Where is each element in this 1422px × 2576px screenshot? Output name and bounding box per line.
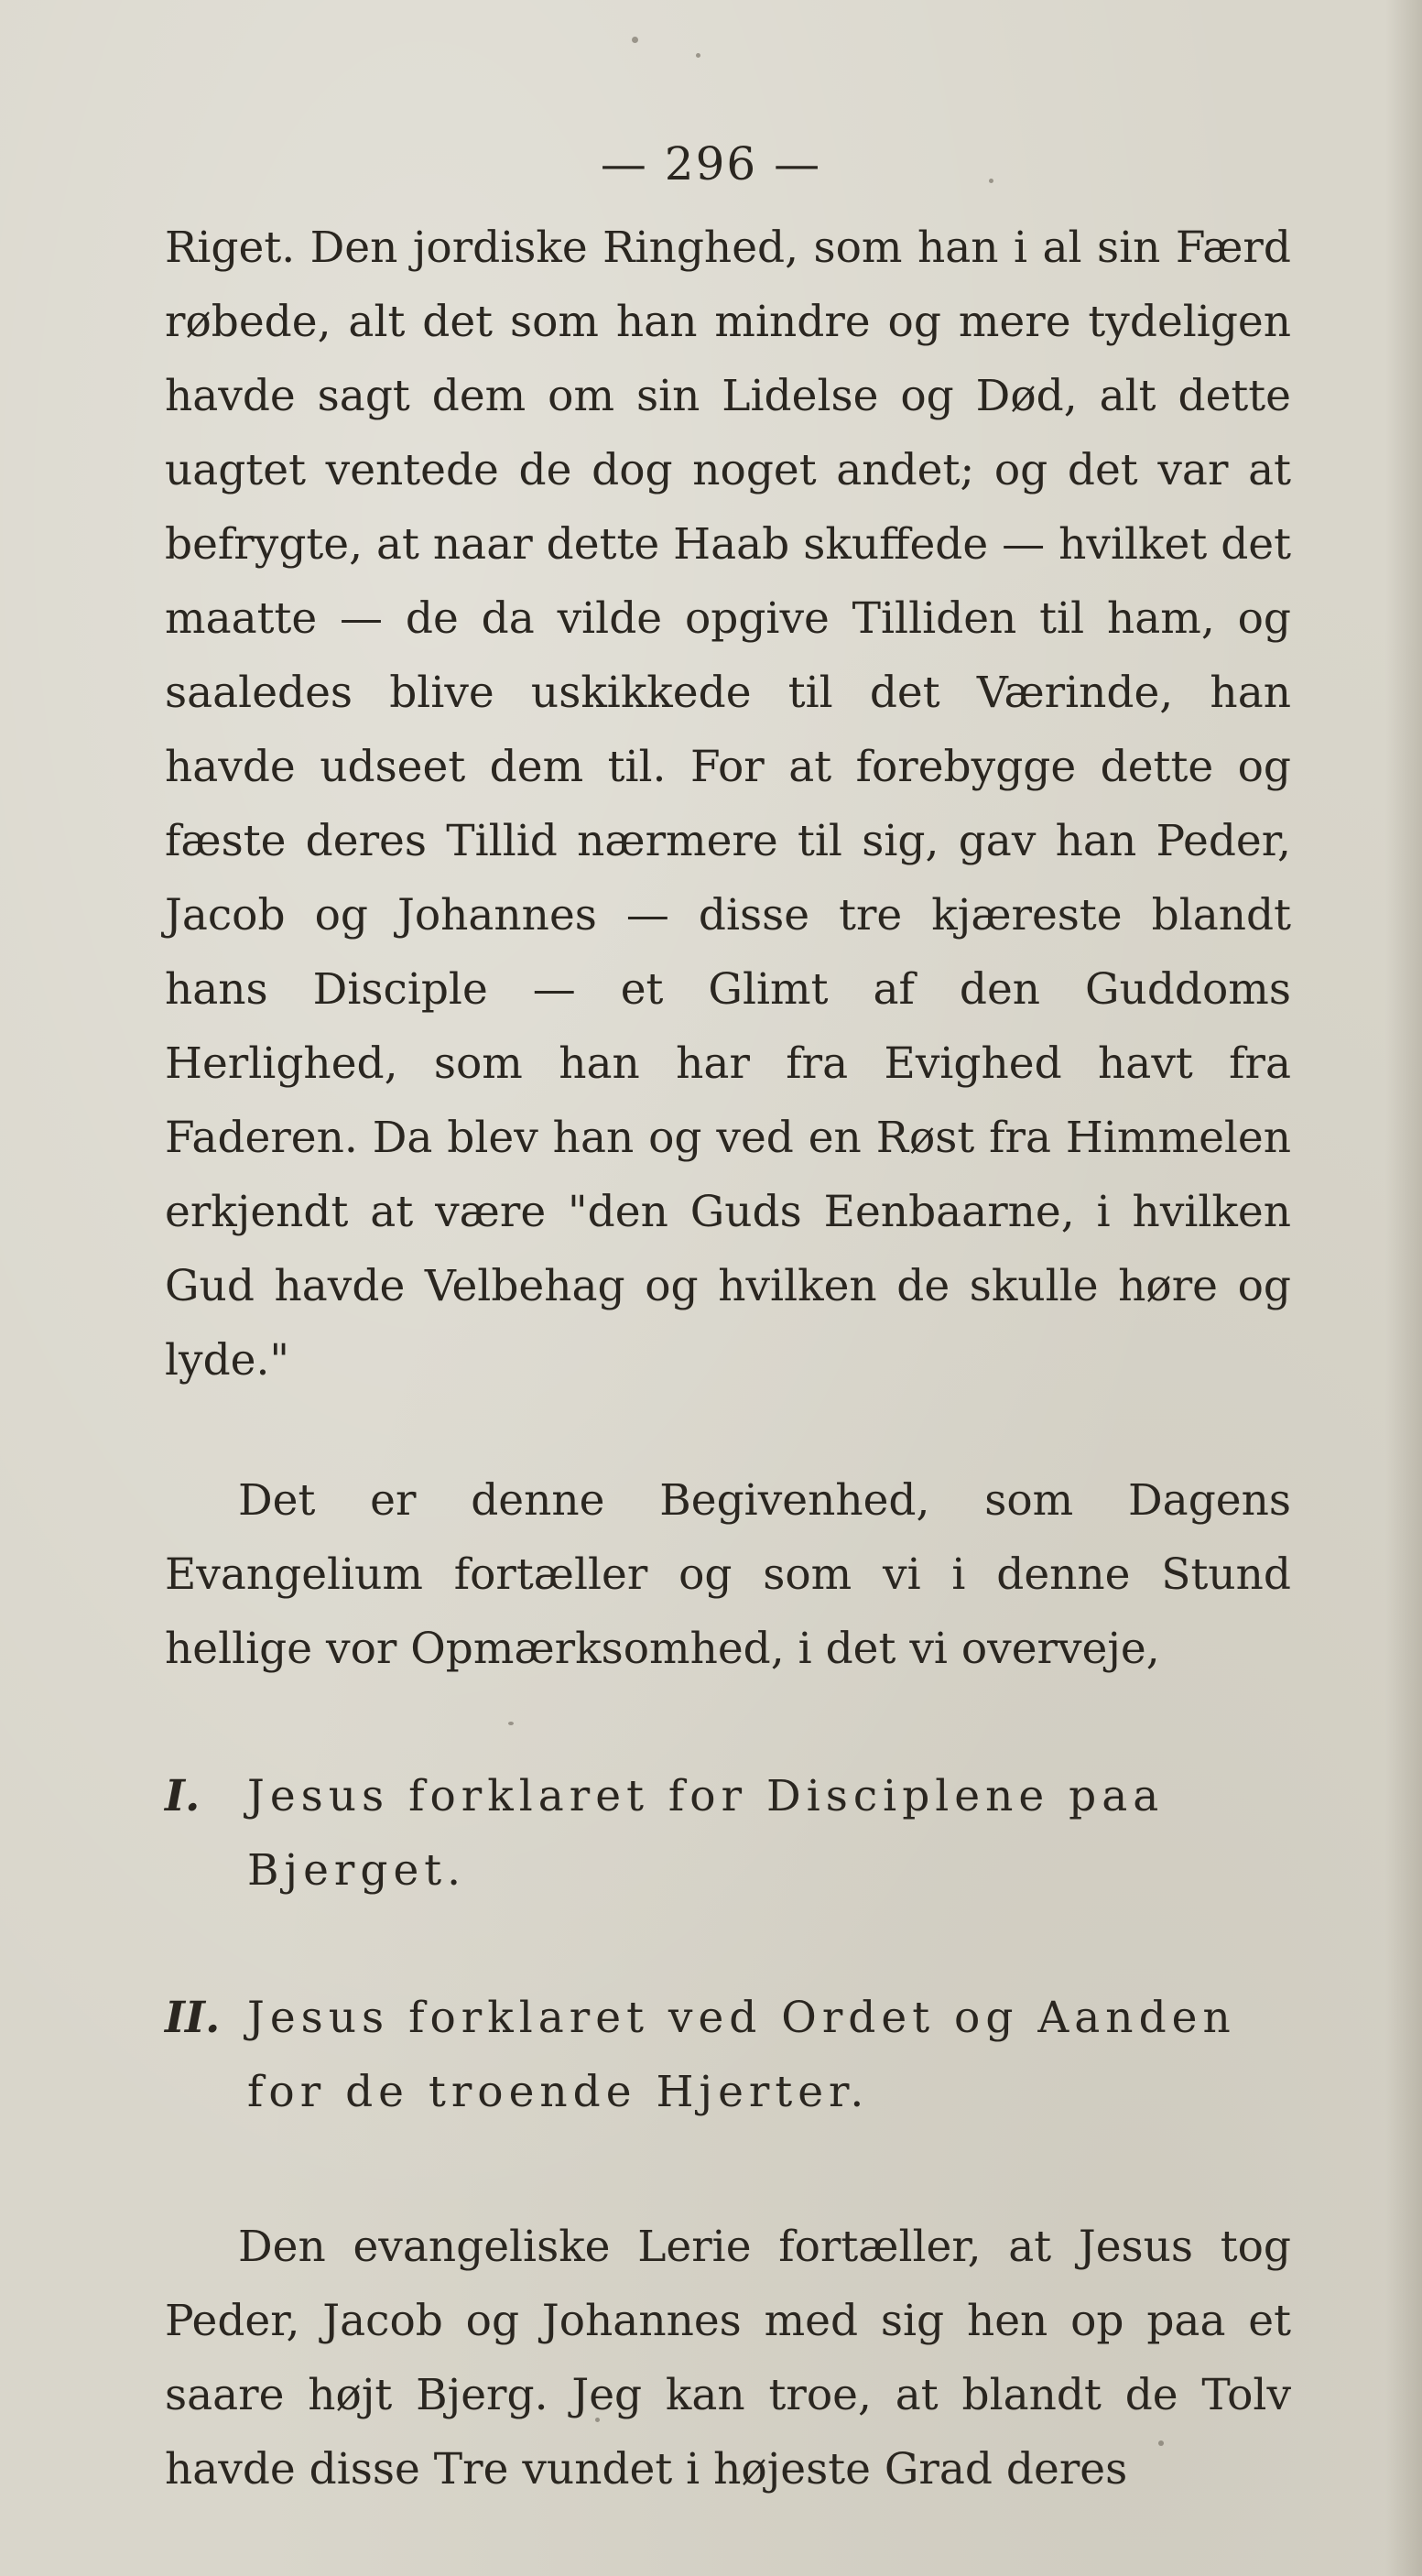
section-title: Jesus forklaret ved Ordet og Aanden for de troende Hjerter.: [247, 1993, 1236, 2117]
paragraph: Riget. Den jordiske Ringhed, som han i al sin Færd røbede, alt det som han mindre og mere tydeligen havde sagt dem om sin Lidelse og Død, alt dette uagtet ventede de dog noget andet; og det var at befrygte, at naar dette Haab skuffede — hvilket det maatte — de da vilde opgive Tilliden til ham, og saaledes blive uskikkede til det Værinde, han havde udseet dem til. For at forebygge dette og fæste deres Tillid nærmere til sig, gav han Peder, Jacob og Johannes — disse tre kjæreste blandt hans Disciple — et Glimt af den Guddoms Herlighed, som han har fra Evighed havt fra Faderen. Da blev han og ved en Røst fra Himmelen erkjendt at være "den Guds Eenbaarne, i hvilken Gud havde Velbehag og hvilken de skulle høre og lyde.": [165, 223, 1291, 1386]
section-title: Jesus forklaret for Disciplene paa Bjerget.: [247, 1771, 1165, 1896]
page-number: — 296 —: [600, 137, 822, 190]
section-number: I.: [165, 1771, 201, 1821]
section-heading: [165, 1759, 1291, 1908]
section-number: II.: [165, 1993, 221, 2043]
section-heading: [165, 1981, 1291, 2129]
body-text: [165, 211, 1291, 2506]
paper-speck: [632, 37, 638, 43]
spine-shadow: [1385, 0, 1422, 2576]
paragraph: Det er denne Begivenhed, som Dagens Evangelium fortæller og som vi i denne Stund hellige vor Opmærksomhed, i det vi overveje,: [165, 1475, 1291, 1674]
paper-speck: [696, 53, 700, 58]
paragraph: Den evangeliske Lerie fortæller, at Jesus tog Peder, Jacob og Johannes med sig hen op paa et saare højt Bjerg. Jeg kan troe, at blandt de Tolv havde disse Tre vundet i højeste Grad deres: [165, 2222, 1291, 2494]
